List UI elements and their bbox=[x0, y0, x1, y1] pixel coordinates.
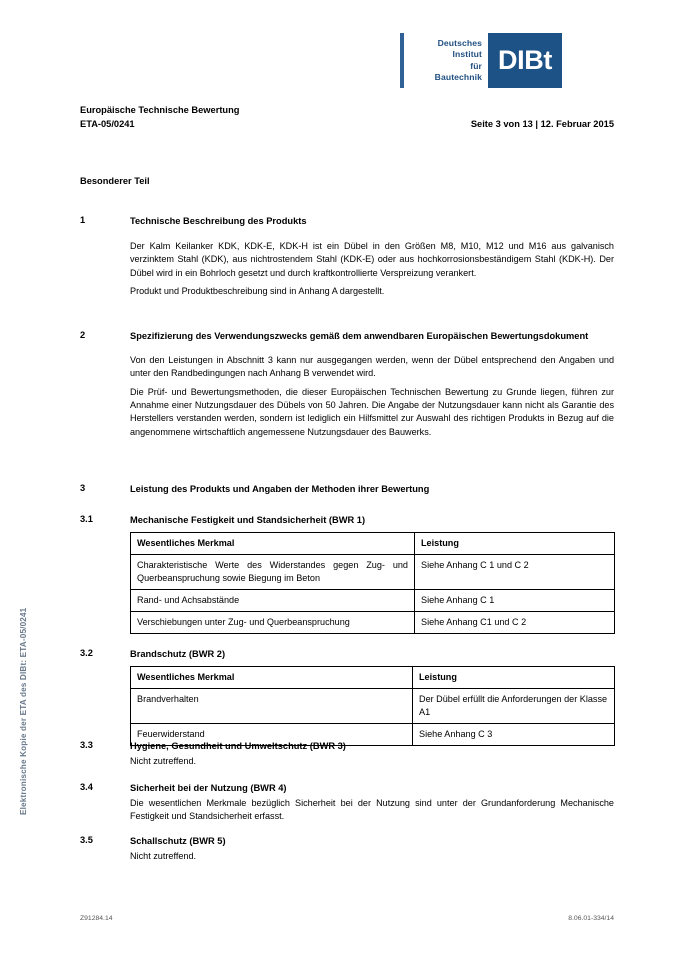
logo-line-1: Deutsches bbox=[437, 37, 482, 48]
logo-mark-box bbox=[488, 33, 562, 88]
section-3-2 bbox=[80, 648, 614, 746]
header-row-number bbox=[80, 117, 614, 131]
logo-accent-bar bbox=[400, 33, 404, 88]
column-header-performance: Leistung bbox=[415, 533, 615, 555]
section-3-3-number: 3.3 bbox=[80, 740, 93, 750]
section-3-5-title: Schallschutz (BWR 5) bbox=[130, 836, 226, 846]
cell-performance: Siehe Anhang C 3 bbox=[413, 723, 615, 745]
section-3-4-number: 3.4 bbox=[80, 782, 93, 792]
section-2-paragraph-2: Die Prüf- und Bewertungsmethoden, die dieser Europäischen Technischen Bewertung zu Grunde liegen, führen zur Annahme einer Nutzungsdauer des Dübels von 50 Jahren. Die Angabe der Nutzungsdauer kann nicht als Garantie des Herstellers verstanden werden, sondern ist lediglich ein Hilfsmittel zur Auswahl des richtigen Produkts in Bezug auf die angenommene wirtschaftlich angemessene Nutzungsdauer des Bauwerks. bbox=[130, 386, 614, 437]
logo-line-4: Bautechnik bbox=[434, 71, 482, 82]
section-3-number: 3 bbox=[80, 483, 86, 493]
section-3-4-title: Sicherheit bei der Nutzung (BWR 4) bbox=[130, 783, 287, 793]
eta-number: ETA-05/0241 bbox=[80, 119, 135, 130]
section-3-5-paragraph: Nicht zutreffend. bbox=[130, 851, 197, 862]
cell-performance: Siehe Anhang C 1 und C 2 bbox=[415, 555, 615, 590]
section-1-paragraph-2: Produkt und Produktbeschreibung sind in Anhang A dargestellt. bbox=[130, 285, 385, 296]
section-2 bbox=[80, 330, 614, 439]
footer-left-code: Z91284.14 bbox=[80, 915, 113, 922]
table-mechanical-resistance bbox=[130, 532, 615, 634]
cell-characteristic: Feuerwiderstand bbox=[131, 723, 413, 745]
document-footer bbox=[80, 915, 614, 922]
section-1 bbox=[80, 215, 614, 298]
cell-performance: Der Dübel erfüllt die Anforderungen der Klasse A1 bbox=[413, 689, 615, 724]
section-3-5-number: 3.5 bbox=[80, 835, 93, 845]
page-info: Seite 3 von 13 | 12. Februar 2015 bbox=[470, 119, 614, 130]
cell-performance: Siehe Anhang C 1 bbox=[415, 589, 615, 611]
section-3-5 bbox=[80, 835, 614, 863]
column-header-characteristic: Wesentliches Merkmal bbox=[131, 667, 413, 689]
part-title: Besonderer Teil bbox=[80, 176, 150, 186]
logo-mark-text: DIBt bbox=[498, 45, 552, 75]
section-3-1-title: Mechanische Festigkeit und Standsicherheit (BWR 1) bbox=[130, 515, 366, 525]
section-3-2-title: Brandschutz (BWR 2) bbox=[130, 649, 226, 659]
column-header-characteristic: Wesentliches Merkmal bbox=[131, 533, 415, 555]
cell-characteristic: Verschiebungen unter Zug- und Querbeanspruchung bbox=[131, 611, 415, 633]
document-header bbox=[80, 103, 614, 132]
logo-line-2: Institut bbox=[452, 49, 482, 60]
section-3-3 bbox=[80, 740, 614, 768]
table-fire-safety bbox=[130, 666, 615, 746]
column-header-performance: Leistung bbox=[413, 667, 615, 689]
section-3-1-number: 3.1 bbox=[80, 514, 93, 524]
logo-wordmark bbox=[413, 33, 488, 88]
table-header-row bbox=[131, 667, 615, 689]
section-1-title: Technische Beschreibung des Produkts bbox=[130, 216, 307, 226]
cell-characteristic: Charakteristische Werte des Widerstandes gegen Zug- und Querbeanspruchung sowie Biegung im Beton bbox=[131, 555, 415, 590]
header-row-title bbox=[80, 103, 614, 117]
document-title: Europäische Technische Bewertung bbox=[80, 105, 240, 115]
section-2-number: 2 bbox=[80, 330, 86, 340]
section-3-3-paragraph: Nicht zutreffend. bbox=[130, 756, 197, 767]
section-1-number: 1 bbox=[80, 215, 86, 225]
table-row bbox=[131, 689, 615, 724]
section-3-4-paragraph: Die wesentlichen Merkmale bezüglich Sicherheit bei der Nutzung sind unter der Grundanforderung Mechanische Festigkeit und Standsicherheit erfasst. bbox=[130, 798, 614, 822]
logo-line-3: für bbox=[470, 60, 482, 71]
cell-characteristic: Rand- und Achsabstände bbox=[131, 589, 415, 611]
table-row bbox=[131, 589, 615, 611]
table-row bbox=[131, 611, 615, 633]
section-3-2-number: 3.2 bbox=[80, 648, 93, 658]
dibt-logo bbox=[400, 33, 562, 88]
section-1-paragraph-1: Der Kalm Keilanker KDK, KDK-E, KDK-H ist ein Dübel in den Größen M8, M10, M12 und M16 aus galvanisch verzinktem Stahl (KDK), aus nichtrostendem Stahl (KDK-E) oder aus hochkorrosionsbeständigem Stahl (KDK-H). Der Dübel wird in ein Bohrloch gesetzt und durch kraftkontrollierte Verspreizung verankert. bbox=[130, 241, 614, 278]
footer-right-code: 8.06.01-334/14 bbox=[568, 915, 614, 922]
section-2-paragraph-1: Von den Leistungen in Abschnitt 3 kann nur ausgegangen werden, wenn der Dübel entsprechend den Angaben und unter den Randbedingungen nach Anhang B verwendet wird. bbox=[130, 355, 614, 379]
cell-performance: Siehe Anhang C1 und C 2 bbox=[415, 611, 615, 633]
section-2-title: Spezifizierung des Verwendungszwecks gemäß dem anwendbaren Europäischen Bewertungsdokument bbox=[130, 331, 589, 341]
section-3-1 bbox=[80, 514, 614, 634]
section-3 bbox=[80, 483, 614, 496]
table-header-row bbox=[131, 533, 615, 555]
section-3-title: Leistung des Produkts und Angaben der Methoden ihrer Bewertung bbox=[130, 484, 430, 494]
cell-characteristic: Brandverhalten bbox=[131, 689, 413, 724]
table-row bbox=[131, 555, 615, 590]
electronic-copy-stamp: Elektronische Kopie der ETA des DIBt: ETA-05/0241 bbox=[19, 607, 28, 815]
section-3-4 bbox=[80, 782, 614, 824]
section-3-3-title: Hygiene, Gesundheit und Umweltschutz (BWR 3) bbox=[130, 741, 346, 751]
